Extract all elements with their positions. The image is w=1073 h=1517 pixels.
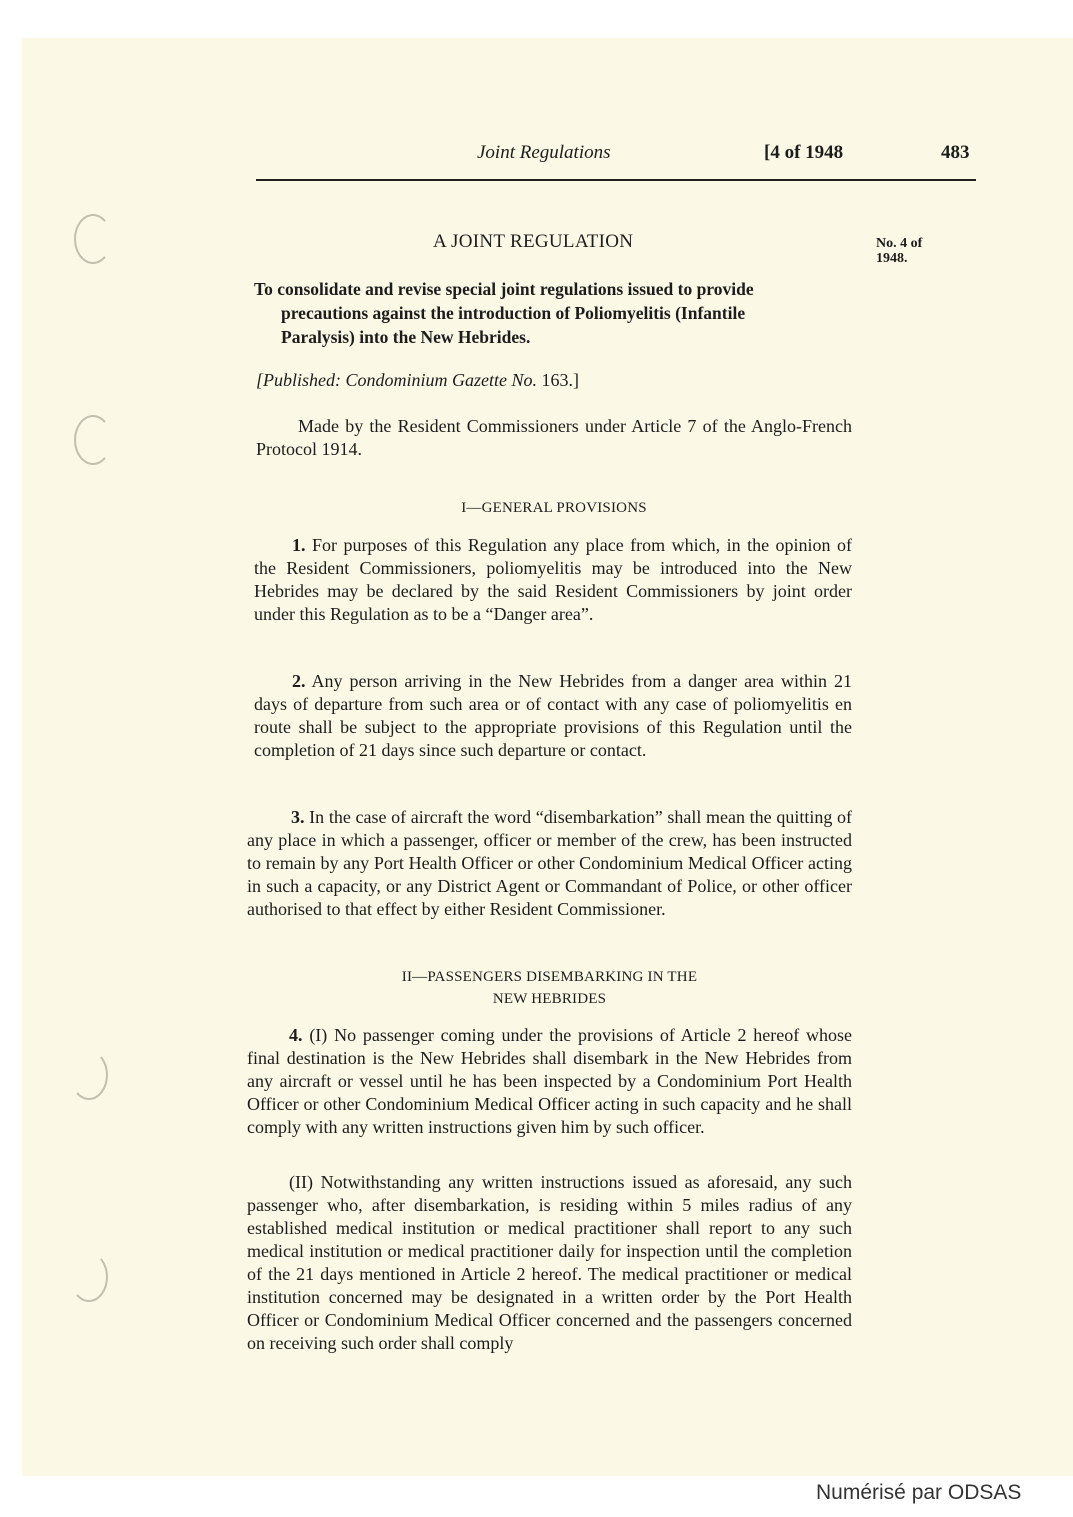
margin-note-line: 1948. [876, 251, 908, 266]
published-source: [Published: Condominium Gazette No. [256, 370, 537, 390]
punch-hole [74, 415, 112, 465]
page-number: 483 [941, 142, 970, 163]
part2-heading-line: II—PASSENGERS DISEMBARKING IN THE [401, 969, 698, 985]
regulation-reference: [4 of 1948 [764, 142, 844, 163]
article-3 [247, 806, 852, 921]
enacting-clause [256, 415, 852, 461]
margin-note-line: No. 4 of [876, 236, 923, 251]
article-text: In the case of aircraft the word “disembarkation” shall mean the quitting of any place in which a passenger, officer or member of the crew, has been instructed to remain by any Port Health Officer or other Condominium Medical Officer acting in such a capacity, or any District Agent or Commandant of Police, or other officer authorised to that effect by either Resident Commissioner. [247, 807, 852, 919]
margin-note [876, 236, 922, 266]
article-text: Notwithstanding any written instructions issued as aforesaid, any such passenger who, after disembarkation, is residing within 5 miles radius of any established medical institution or medical practitioner shall report to any such medical institution or medical practitioner daily for inspection until the completion of the 21 days mentioned in Article 2 hereof. The medical practitioner or medical institution concerned may be designated in a written order by the Port Health Officer or Condominium Medical Officer concerned and the passengers concerned on receiving such order shall comply [247, 1172, 852, 1353]
digitized-by-credit: Numérisé par ODSAS [816, 1481, 1022, 1504]
punch-hole [74, 214, 112, 264]
article-1 [254, 534, 852, 626]
article-4-2 [247, 1171, 852, 1355]
article-text: No passenger coming under the provisions of Article 2 hereof whose final destination is the New Hebrides shall disembark in the New Hebrides from any aircraft or vessel until he has been inspected by a Condominium Port Health Officer or other Condominium Medical Officer acting in such capacity and he shall comply with any written instructions given him by such officer. [247, 1025, 853, 1137]
article-2 [254, 670, 852, 762]
enacting-text: Made by the Resident Commissioners under Article 7 of the Anglo-French Protocol 1914. [256, 416, 852, 459]
published-note [256, 369, 856, 392]
long-title-line: To consolidate and revise special joint regulations issued to provide [254, 279, 754, 299]
sub-article-number: (II) [289, 1172, 313, 1192]
long-title [254, 277, 854, 349]
running-title: Joint Regulations [477, 142, 611, 163]
part1-heading: I—GENERAL PROVISIONS [461, 500, 647, 516]
header-rule [256, 179, 976, 181]
part2-heading [247, 966, 852, 1010]
article-4-1 [247, 1024, 852, 1139]
part2-heading-line: NEW HEBRIDES [492, 991, 607, 1007]
sub-article-number: (I) [309, 1025, 328, 1045]
published-number: 163.] [541, 370, 579, 390]
article-number: 2. [292, 671, 306, 691]
long-title-line: precautions against the introduction of Poliomyelitis (Infantile [281, 303, 746, 323]
article-number: 4. [289, 1025, 303, 1045]
punch-hole [70, 1252, 108, 1302]
article-number: 3. [291, 807, 305, 827]
long-title-line: Paralysis) into the New Hebrides. [281, 327, 531, 347]
article-text: For purposes of this Regulation any place from which, in the opinion of the Resident Commissioners, poliomyelitis may be introduced into the New Hebrides may be declared by the said Resident Commissioners by joint order under this Regulation as to be a “Danger area”. [254, 535, 852, 624]
article-number: 1. [292, 535, 306, 555]
regulation-title: A JOINT REGULATION [433, 231, 634, 252]
article-text: Any person arriving in the New Hebrides from a danger area within 21 days of departure from such area or of contact with any case of poliomyelitis en route shall be subject to the appropriate provisions of this Regulation until the completion of 21 days since such departure or contact. [254, 671, 852, 760]
punch-hole [70, 1050, 108, 1100]
